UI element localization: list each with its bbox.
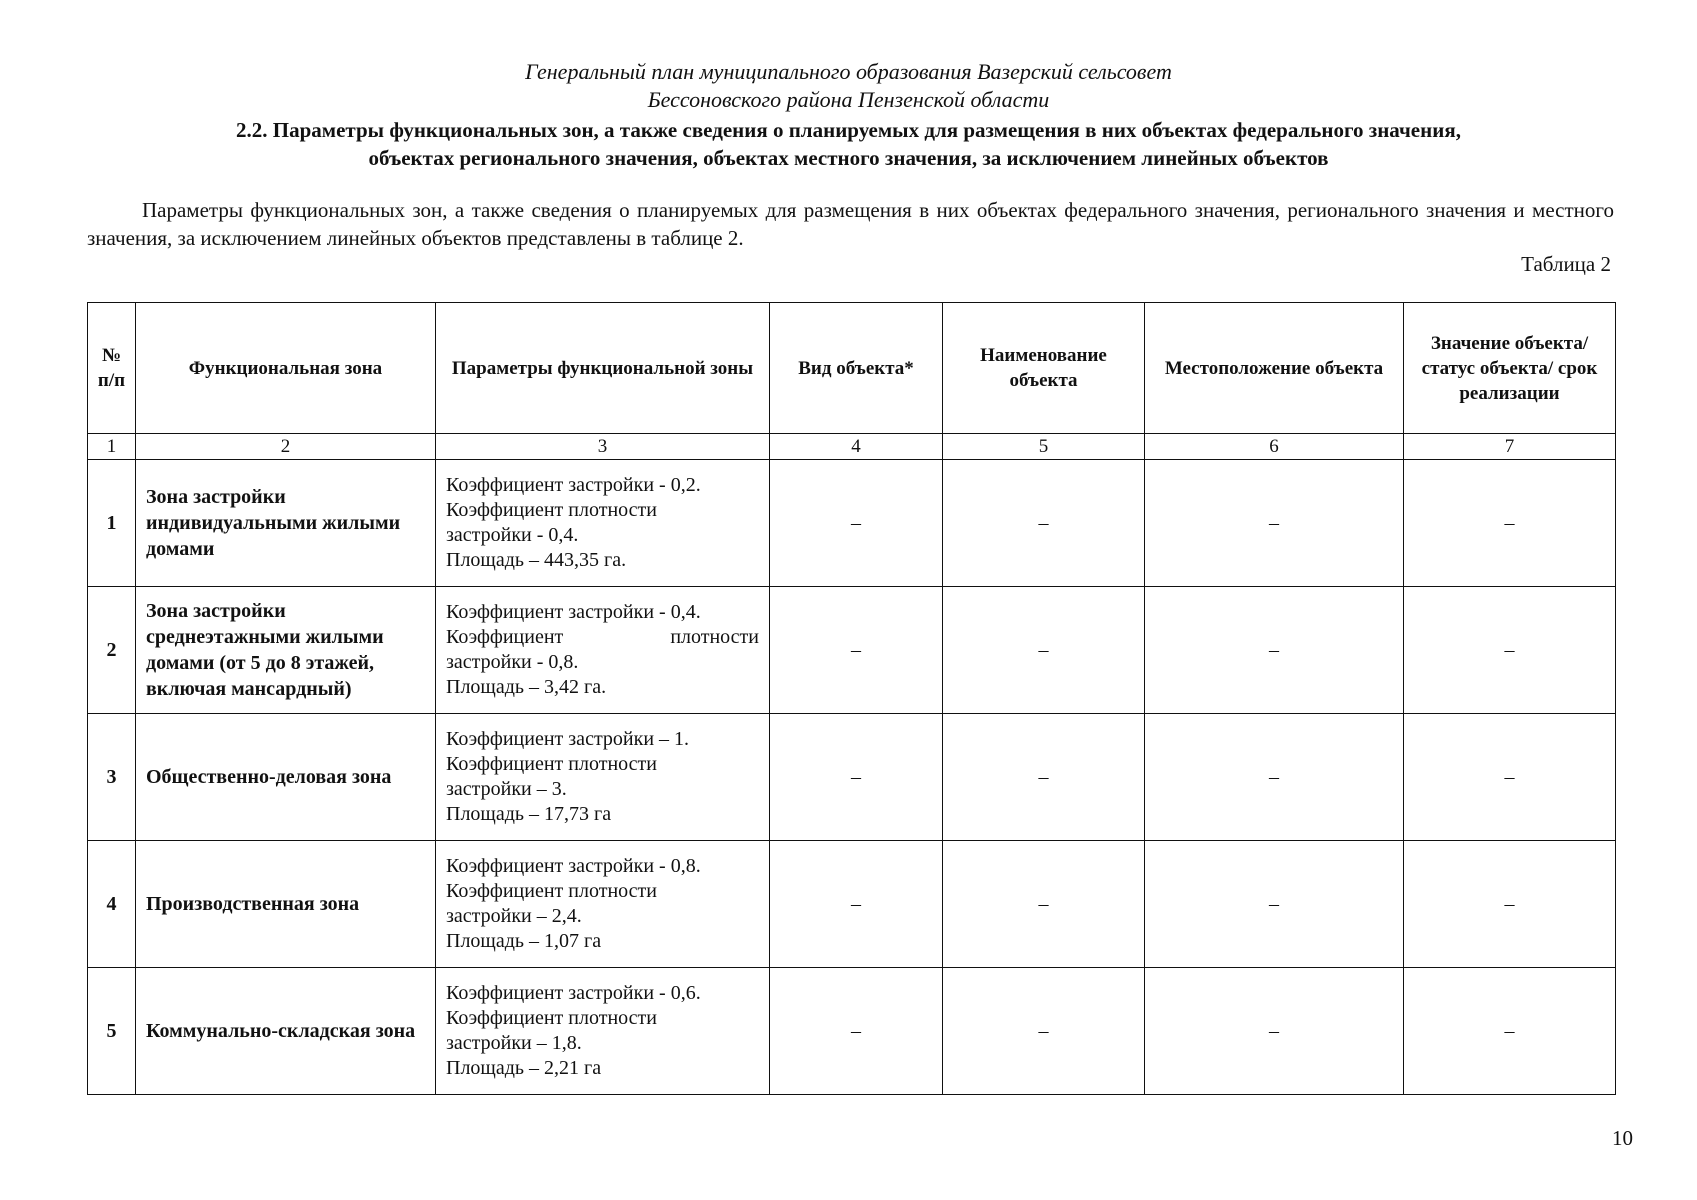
row-number: 1 <box>88 460 136 587</box>
params-line: Площадь – 2,21 га <box>446 1057 602 1079</box>
column-number: 2 <box>136 434 436 460</box>
row-number: 5 <box>88 968 136 1095</box>
zones-table <box>87 302 1616 1095</box>
column-number: 6 <box>1145 434 1404 460</box>
table-row <box>88 460 1616 587</box>
table-row <box>88 587 1616 714</box>
header-cell-zone: Функциональная зона <box>136 303 436 434</box>
zone-params <box>436 460 770 587</box>
header-cell-params: Параметры функциональной зоны <box>436 303 770 434</box>
zone-params <box>436 714 770 841</box>
params-line: Коэффициент застройки - 0,8. <box>446 855 701 877</box>
object-status: – <box>1404 968 1616 1095</box>
params-line: застройки – 1,8. <box>446 1032 582 1054</box>
row-number: 2 <box>88 587 136 714</box>
object-status: – <box>1404 460 1616 587</box>
object-type: – <box>770 460 943 587</box>
document-header-line-2: Бессоновского района Пензенской области <box>647 87 1050 112</box>
header-cell-object-location: Местоположение объекта <box>1145 303 1404 434</box>
params-line: застройки – 2,4. <box>446 905 582 927</box>
params-line: застройки - 0,4. <box>446 524 579 546</box>
object-location: – <box>1145 714 1404 841</box>
params-line: Коэффициент плотности <box>446 499 657 521</box>
params-line: застройки - 0,8. <box>446 651 579 673</box>
header-cell-object-type: Вид объекта* <box>770 303 943 434</box>
table-row <box>88 968 1616 1095</box>
params-line: Коэффициент плотности <box>446 753 657 775</box>
object-location: – <box>1145 841 1404 968</box>
object-status: – <box>1404 841 1616 968</box>
header-cell-number: № п/п <box>88 303 136 434</box>
params-line: Площадь – 17,73 га <box>446 803 612 825</box>
object-name: – <box>943 714 1145 841</box>
zone-name: Общественно-деловая зона <box>136 714 436 841</box>
params-line: Коэффициент застройки - 0,2. <box>446 474 701 496</box>
params-line: Коэффициент плотности <box>446 1007 657 1029</box>
document-header-line-1: Генеральный план муниципального образования Вазерский сельсовет <box>525 59 1172 84</box>
params-line: Площадь – 3,42 га. <box>446 676 607 698</box>
object-type: – <box>770 587 943 714</box>
section-title-line-1: 2.2. Параметры функциональных зон, а также сведения о планируемых для размещения в них объектах федерального значения, <box>236 118 1461 142</box>
object-type: – <box>770 841 943 968</box>
params-line: Площадь – 1,07 га <box>446 930 602 952</box>
table-row <box>88 714 1616 841</box>
row-number: 3 <box>88 714 136 841</box>
column-number: 4 <box>770 434 943 460</box>
table-caption: Таблица 2 <box>1521 252 1611 276</box>
object-location: – <box>1145 587 1404 714</box>
object-location: – <box>1145 460 1404 587</box>
object-type: – <box>770 968 943 1095</box>
object-name: – <box>943 968 1145 1095</box>
object-name: – <box>943 587 1145 714</box>
params-line: Площадь – 443,35 га. <box>446 549 627 571</box>
params-line: Коэффициент застройки - 0,6. <box>446 982 701 1004</box>
params-line: Коэффициент плотности <box>446 880 657 902</box>
row-number: 4 <box>88 841 136 968</box>
zone-name: Коммунально-складская зона <box>136 968 436 1095</box>
object-name: – <box>943 841 1145 968</box>
zone-name: Зона застройки индивидуальными жилыми домами <box>136 460 436 587</box>
zone-name: Производственная зона <box>136 841 436 968</box>
object-type: – <box>770 714 943 841</box>
column-number: 1 <box>88 434 136 460</box>
intro-paragraph: Параметры функциональных зон, а также сведения о планируемых для размещения в них объектах федерального значения, регионального значения и местного значения, за исключением линейных объектов представлены в таблице 2. <box>87 198 1614 250</box>
header-cell-object-name: Наименование объекта <box>943 303 1145 434</box>
page-number: 10 <box>1612 1126 1633 1150</box>
object-status: – <box>1404 587 1616 714</box>
object-name: – <box>943 460 1145 587</box>
table-row <box>88 841 1616 968</box>
object-location: – <box>1145 968 1404 1095</box>
object-status: – <box>1404 714 1616 841</box>
params-line: Коэффициент застройки – 1. <box>446 728 690 750</box>
params-line: застройки – 3. <box>446 778 567 800</box>
column-number: 5 <box>943 434 1145 460</box>
params-line: Коэффициент застройки - 0,4. <box>446 601 701 623</box>
column-number: 7 <box>1404 434 1616 460</box>
column-number: 3 <box>436 434 770 460</box>
zone-params <box>436 841 770 968</box>
table-header-row <box>88 303 1616 434</box>
params-line: Коэффициент плотности <box>446 626 759 648</box>
zone-params <box>436 587 770 714</box>
header-cell-object-status: Значение объекта/ статус объекта/ срок реализации <box>1404 303 1616 434</box>
section-title-line-2: объектах регионального значения, объектах местного значения, за исключением линейных объектов <box>368 146 1329 170</box>
column-number-row <box>88 434 1616 460</box>
zone-name: Зона застройки среднеэтажными жилыми домами (от 5 до 8 этажей, включая мансардный) <box>136 587 436 714</box>
zone-params <box>436 968 770 1095</box>
